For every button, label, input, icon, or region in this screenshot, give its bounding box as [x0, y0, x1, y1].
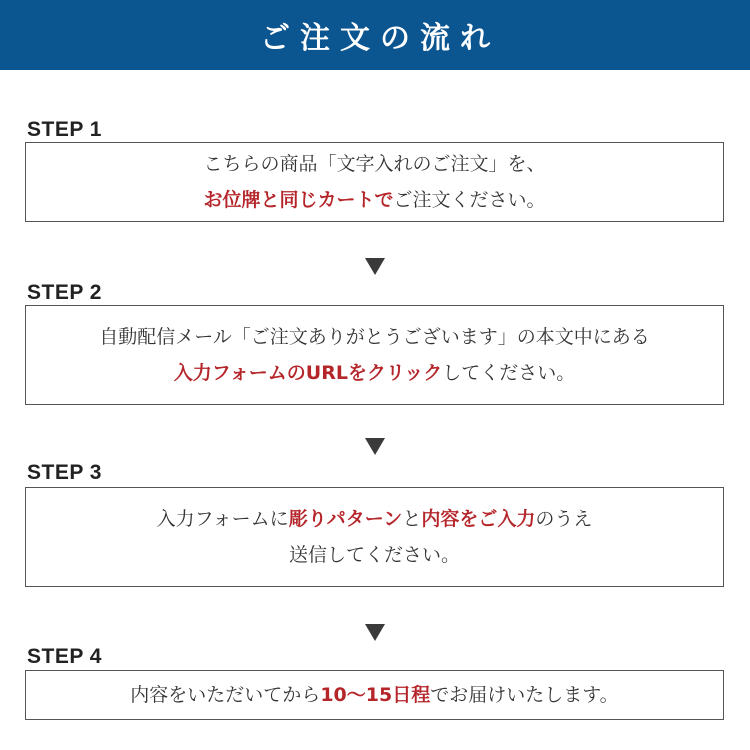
- step-1-highlight: お位牌と同じカートで: [203, 189, 394, 211]
- step-2-label: STEP 2: [27, 281, 102, 304]
- step-1-label: STEP 1: [27, 118, 102, 141]
- step-3-text: 入力フォームに: [156, 508, 289, 530]
- down-arrow-icon: [365, 258, 385, 275]
- step-4-highlight: 10〜15日程: [320, 684, 431, 706]
- step-4-box: [25, 670, 724, 720]
- step-1-text: ご注文ください。: [393, 189, 546, 211]
- step-4-label: STEP 4: [27, 645, 102, 668]
- step-2-line-2: [174, 355, 575, 391]
- step-3-text: 送信してください。: [288, 544, 460, 566]
- step-3-line-1: [157, 501, 593, 537]
- step-2-line-1: [99, 319, 650, 355]
- step-2-highlight: 入力フォームのURLをクリック: [173, 362, 443, 384]
- step-2-box: [25, 305, 724, 405]
- step-3-box: [25, 487, 724, 587]
- step-3-text: のうえ: [535, 508, 593, 530]
- step-2-text: 自動配信メール「ご注文ありがとうございます」の本文中にある: [99, 326, 650, 348]
- down-arrow-icon: [365, 438, 385, 455]
- header-banner: [0, 0, 750, 70]
- step-3-line-2: [289, 537, 460, 573]
- step-3-label: STEP 3: [27, 461, 102, 484]
- step-1-line-2: [203, 182, 545, 218]
- down-arrow-icon: [365, 624, 385, 641]
- step-2-text: してください。: [442, 362, 576, 384]
- step-1-box: [25, 142, 724, 222]
- step-4-line-1: [130, 677, 618, 713]
- step-3-highlight: 彫りパターン: [288, 508, 403, 530]
- step-3-highlight: 内容をご入力: [421, 508, 536, 530]
- step-1-text: こちらの商品「文字入れのご注文」を、: [203, 153, 546, 175]
- step-4-text: でお届けいたします。: [430, 684, 619, 706]
- step-1-line-1: [203, 146, 545, 182]
- step-4-text: 内容をいただいてから: [130, 684, 321, 706]
- page-title: ご注文の流れ: [260, 21, 500, 56]
- step-3-text: と: [402, 508, 422, 530]
